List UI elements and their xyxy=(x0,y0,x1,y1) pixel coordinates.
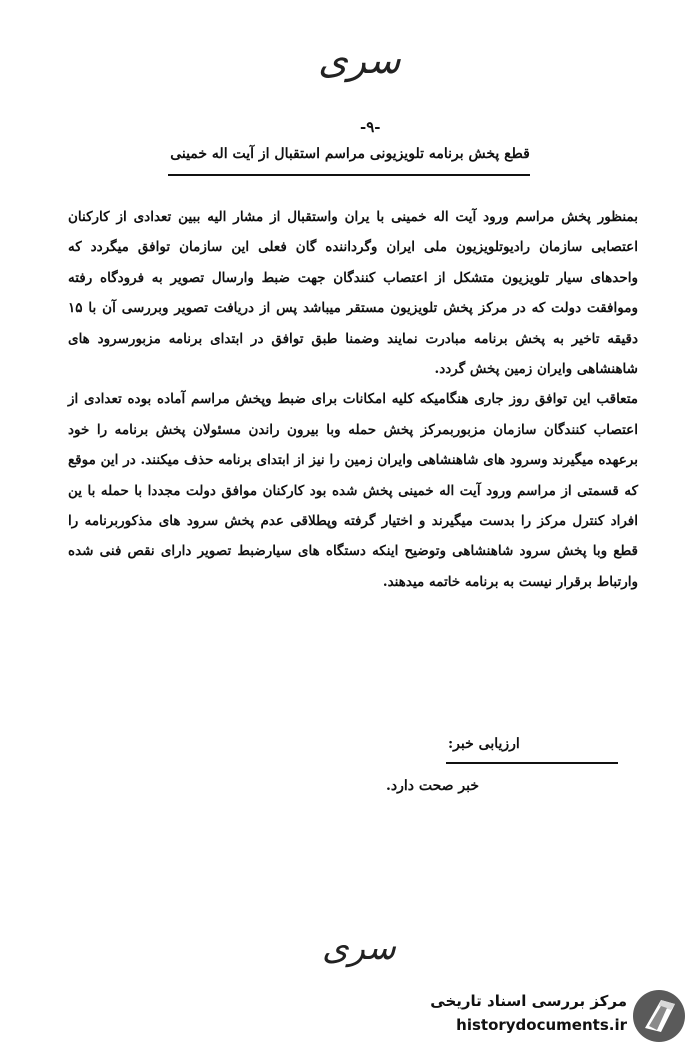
evaluation-underline xyxy=(446,762,618,764)
classification-stamp-bottom: سری xyxy=(322,928,396,968)
title-underline xyxy=(168,174,530,176)
document-body xyxy=(68,202,638,597)
evaluation-value: خبر صحت دارد. xyxy=(386,778,480,794)
evaluation-label: ارزیابی خبر: xyxy=(448,736,520,752)
body-paragraph-2: متعاقب این توافق روز جاری هنگامیکه کلیه امکانات برای ضبط وپخش مراسم آماده بوده تعدادی از اعتصاب کنندگان سازمان مزبوربمرکز پخش حمله وبا بیرون راندن مسئولان پخش برنامه را خود برعهده میگیرند وسرود های شاهنشاهی وایران زمین را نیز از ابتدای برنامه حذف میکنند. در این موقع که قسمتی از مراسم ورود آیت اله خمینی پخش شده بود کارکنان موافق دولت مجددا با حمله با ین افراد کنترل مرکز را بدست میگیرند و اختیار گرفته وپطلاقی عدم پخش سرود های مذکوربرنامه را قطع وبا پخش سرود شاهنشاهی وتوضیح اینکه دستگاه های سیارضبط تصویر دارای نقص فنی شده وارتباط برقرار نیست به برنامه خاتمه میدهند. xyxy=(68,391,638,590)
body-paragraph-1: بمنظور پخش مراسم ورود آیت اله خمینی با یران واستقبال از مشار الیه ببین تعدادی از کارکنان اعتصابی سازمان رادیوتلویزیون ملی ایران وگرداننده گان فعلی این سازمان توافق میگردد که واحدهای سیار تلویزیون متشکل از اعتصاب کنندگان جهت ضبط وارسال تصویر به فرودگاه رفته وموافقت دولت که در مرکز پخش تلویزیون مستقر میباشد پس از دریافت تصویر وبررسی آن با ۱۵ دقیقه تاخیر به پخش برنامه مبادرت نمایند وضمنا طبق توافق در ابتدای برنامه مزبورسرود های شاهنشاهی وایران زمین پخش گردد. xyxy=(68,209,638,378)
historydocuments-logo-icon xyxy=(631,988,687,1044)
classification-stamp-top: سری xyxy=(318,38,401,82)
watermark xyxy=(405,986,697,1046)
watermark-url: historydocuments.ir xyxy=(456,1016,627,1034)
document-title: قطع پخش برنامه تلویزیونی مراسم استقبال از آیت اله خمینی xyxy=(170,146,530,162)
document-number: -۹- xyxy=(360,118,381,136)
watermark-org-name: مرکز بررسی اسناد تاریخی xyxy=(430,992,627,1010)
